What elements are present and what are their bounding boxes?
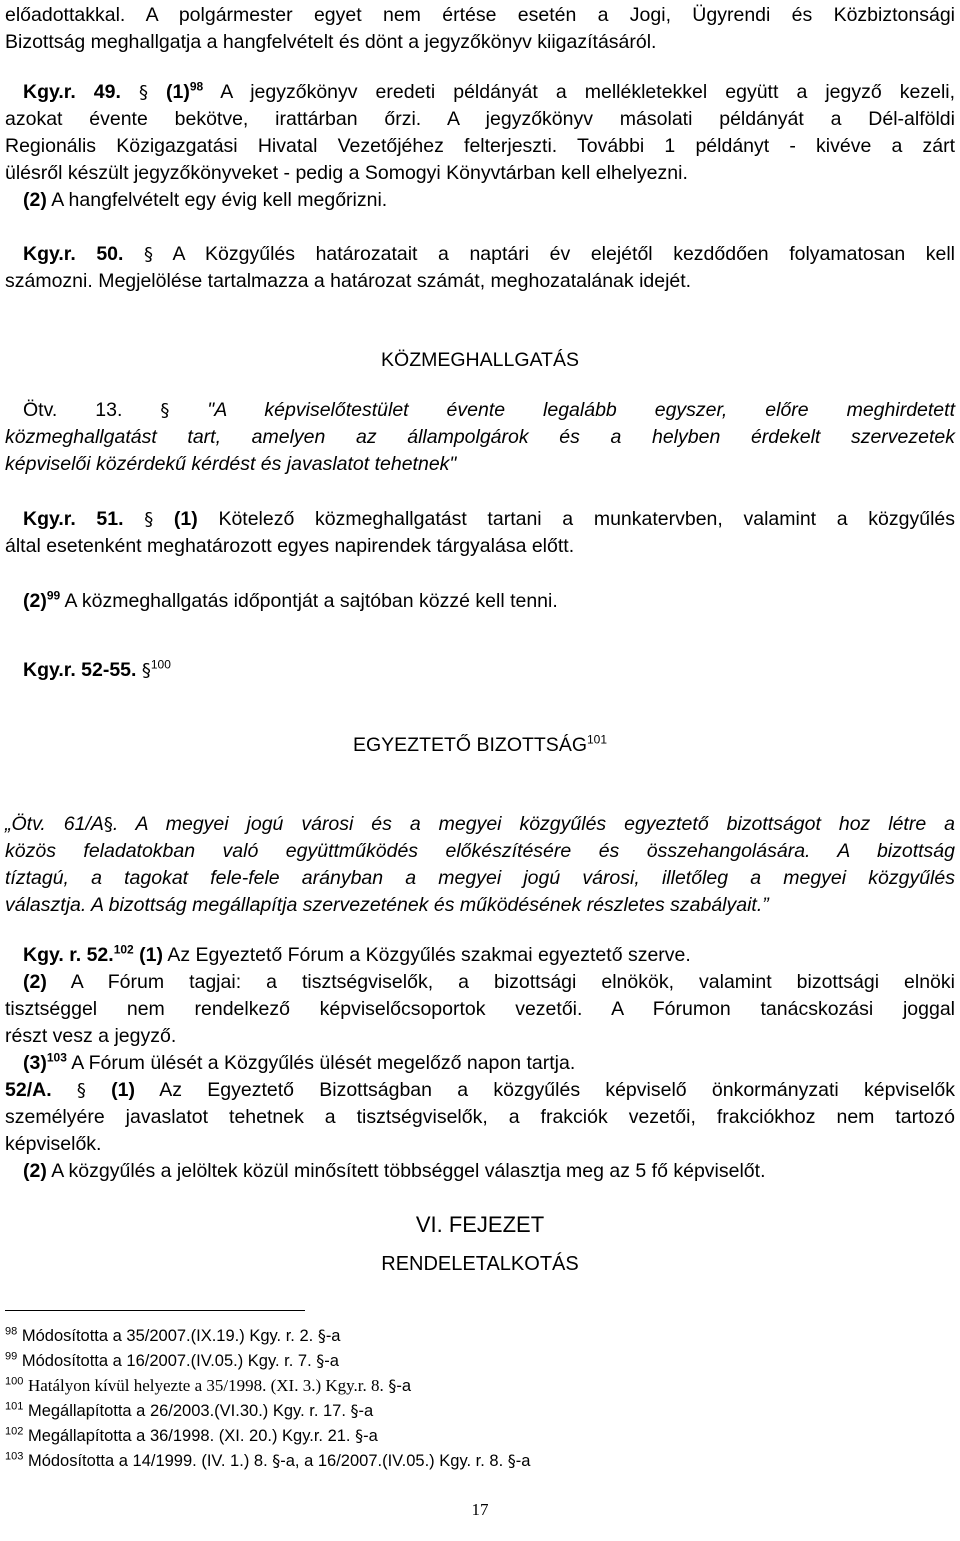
footnote-number: 101 <box>5 1400 24 1413</box>
quote-line: választja. A bizottság megállapítja szervezetének és működésének részletes szabályait.” <box>5 894 769 916</box>
text-line: személyére javaslatot tehetnek a tisztségviselők, a frakciók vezetői, frakciókhoz nem tartozó <box>5 1106 955 1128</box>
footnote-text: Megállapította a 26/2003.(VI.30.) Kgy. r. 17. <box>27 1402 346 1420</box>
text-line: Bizottság meghallgatja a hangfelvételt és dönt a jegyzőkönyv kiigazításáról. <box>5 31 657 53</box>
text-span: Az Egyeztető Bizottságban a közgyűlés képviselő önkormányzati képviselők <box>159 1079 956 1101</box>
paragraph-49-line-1 <box>23 80 955 105</box>
clause-number: (1) <box>139 944 163 966</box>
footnote-text: Hatályon kívül helyezte a 35/1998. (XI. 3.) Kgy.r. 8. <box>27 1376 384 1395</box>
section-sign-icon: § <box>76 1080 86 1101</box>
clause-number: (2) <box>23 590 47 612</box>
text-line: számozni. Megjelölése tartalmazza a határozat számát, meghozatalának idejét. <box>5 270 692 292</box>
article-ref: Kgy.r. 51. <box>23 508 124 530</box>
text-span: A jegyzőkönyv eredeti példányát a mellékletekkel együtt a jegyző kezeli, <box>220 81 956 103</box>
section-sign-icon: § <box>160 400 170 421</box>
footnote-suffix: -a <box>396 1377 412 1395</box>
text-line: azokat évente bekötve, irattárban őrzi. A jegyzőkönyv másolati példányát a Dél-alföldi <box>5 108 955 130</box>
clause-number: (2) <box>23 189 47 211</box>
footnote <box>5 1451 530 1471</box>
text-line: előadottakkal. A polgármester egyet nem értése esetén a Jogi, Ügyrendi és Közbiztonsági <box>5 4 955 26</box>
text-line <box>23 1159 955 1183</box>
text-line: ülésről készült jegyzőkönyveket - pedig a Somogyi Könyvtárban kell elhelyezni. <box>5 162 688 184</box>
footnote-ref[interactable]: 98 <box>189 79 204 94</box>
quote-line: közös feladatokban való együttműködés előkészítésére és összehangolására. A bizottság <box>5 840 955 862</box>
text-span: A Fórum ülését a Közgyűlés ülését megelőző napon tartja. <box>71 1052 576 1074</box>
clause-number: (2) <box>23 971 47 993</box>
article-ref: 52/A. <box>5 1079 52 1101</box>
footnote-ref[interactable]: 101 <box>587 732 608 747</box>
clause-number: (2) <box>23 1160 47 1182</box>
footnote-number: 98 <box>5 1325 18 1338</box>
footnote-number: 102 <box>5 1425 24 1438</box>
footnote-number: 99 <box>5 1350 18 1363</box>
footnote-number: 103 <box>5 1450 24 1463</box>
footnote-number: 100 <box>5 1375 24 1388</box>
section-sign-icon: § <box>272 1451 281 1470</box>
section-sign-icon: § <box>388 1376 397 1395</box>
footnote <box>5 1326 340 1346</box>
text-line <box>23 589 955 613</box>
text-line <box>23 188 955 212</box>
quote-line: közmeghallgatást tart, amelyen az állampolgárok és a helyben érdekelt szervezetek <box>5 426 955 448</box>
text-span: A közgyűlés a jelöltek közül minősített többséggel választja meg az 5 fő képviselőt. <box>51 1160 766 1182</box>
section-sign-icon: § <box>316 1351 325 1370</box>
text-line <box>23 658 955 683</box>
quote-line-1 <box>5 812 955 837</box>
paragraph-50-line-1 <box>23 242 955 267</box>
footnote-text: Módosította a 16/2007.(IV.05.) Kgy. r. 7. <box>21 1352 312 1370</box>
footnote-ref[interactable]: 100 <box>150 657 171 672</box>
section-sign-icon: § <box>144 509 154 530</box>
text-span: . A megyei jogú városi és a megyei közgyűlés egyeztető bizottságot hoz létre a <box>112 813 955 835</box>
clause-number: (1) <box>111 1079 136 1101</box>
section-sign-icon: § <box>350 1401 359 1420</box>
paragraph-51-line-1 <box>23 507 955 532</box>
footnote <box>5 1351 339 1371</box>
chapter-title: RENDELETALKOTÁS <box>381 1253 579 1275</box>
footnote-suffix: -a <box>324 1352 339 1370</box>
quote-line: képviselői közérdekű kérdést és javaslatot tehetnek" <box>5 453 457 475</box>
footnote <box>5 1401 373 1421</box>
text-span: "A képviselőtestület évente legalább egyszer, előre meghirdetett <box>207 399 955 421</box>
section-sign-icon: § <box>355 1426 364 1445</box>
footnote <box>5 1426 378 1446</box>
text-line: által esetenként meghatározott egyes napirendek tárgyalása előtt. <box>5 535 575 557</box>
footnote-suffix: -a <box>358 1402 374 1420</box>
footnote-suffix: -a <box>363 1427 378 1445</box>
text-span: A közmeghallgatás időpontját a sajtóban közzé kell tenni. <box>64 590 558 612</box>
text-line: tisztséggel nem rendelkező képviselőcsoportok vezetői. A Fórumon tanácskozási joggal <box>5 998 955 1020</box>
footnote <box>5 1376 411 1396</box>
section-heading <box>0 733 960 757</box>
footnote-suffix: -a <box>515 1452 531 1470</box>
footnote-text: Módosította a 35/2007.(IX.19.) Kgy. r. 2. <box>21 1327 314 1345</box>
section-sign-icon: § <box>138 82 148 103</box>
heading-text: EGYEZTETŐ BIZOTTSÁG <box>352 734 587 756</box>
footnote-suffix: -a, a 16/2007.(IV.05.) Kgy. r. 8. <box>280 1452 504 1470</box>
text-span: A Fórum tagjai: a tisztségviselők, a bizottsági elnökök, valamint bizottsági elnöki <box>70 971 955 993</box>
footnote-divider <box>5 1310 305 1311</box>
paragraph-52a-line-1 <box>5 1078 955 1103</box>
text-line <box>23 970 955 994</box>
section-sign-icon: § <box>103 814 113 835</box>
article-ref: Kgy.r. 49. <box>23 81 121 103</box>
text-span: Az Egyeztető Fórum a Közgyűlés szakmai egyeztető szerve. <box>167 944 691 966</box>
section-heading: KÖZMEGHALLGATÁS <box>381 349 579 371</box>
footnote-ref[interactable]: 102 <box>113 942 134 957</box>
quote-line-1 <box>23 398 955 423</box>
clause-number: (1) <box>173 508 198 530</box>
text-line: Regionális Közigazgatási Hivatal Vezetőjéhez felterjeszti. További 1 példányt - kivéve a zárt <box>5 135 955 157</box>
paragraph-52-line-1 <box>23 943 955 967</box>
article-ref: Kgy.r. 50. <box>23 243 124 265</box>
section-sign-icon: § <box>317 1326 326 1345</box>
section-sign-icon: § <box>507 1451 516 1470</box>
article-ref: Ötv. 13. <box>23 399 123 421</box>
section-sign-icon: § <box>144 244 154 265</box>
text-line <box>23 1051 955 1075</box>
text-line: részt vesz a jegyző. <box>5 1025 177 1047</box>
footnote-text: Módosította a 14/1999. (IV. 1.) 8. <box>27 1452 268 1470</box>
text-span: Kötelező közmeghallgatást tartani a munkatervben, valamint a közgyűlés <box>218 508 956 530</box>
text-span: A Közgyűlés határozatait a naptári év elejétől kezdődően folyamatosan kell <box>172 243 956 265</box>
article-ref: Kgy.r. 52-55. <box>23 659 137 681</box>
footnote-ref[interactable]: 103 <box>46 1050 67 1065</box>
section-sign-icon: § <box>141 660 151 681</box>
text-line: képviselők. <box>5 1133 102 1155</box>
footnote-ref[interactable]: 99 <box>46 588 61 603</box>
chapter-heading: VI. FEJEZET <box>415 1212 545 1237</box>
text-span: A hangfelvételt egy évig kell megőrizni. <box>51 189 388 211</box>
article-ref: Kgy. r. 52. <box>23 944 114 966</box>
clause-number: (3) <box>23 1052 47 1074</box>
footnote-text: Megállapította a 36/1998. (XI. 20.) Kgy.r. 21. <box>27 1427 351 1445</box>
clause-number: (1) <box>166 81 190 103</box>
quote-line: tíztagú, a tagokat fele-fele arányban a megyei jogú városi, illetőleg a megyei közgyűlés <box>5 867 955 889</box>
footnote-suffix: -a <box>325 1327 341 1345</box>
page-number: 17 <box>471 1500 489 1519</box>
article-ref: „Ötv. 61/A <box>5 813 104 835</box>
